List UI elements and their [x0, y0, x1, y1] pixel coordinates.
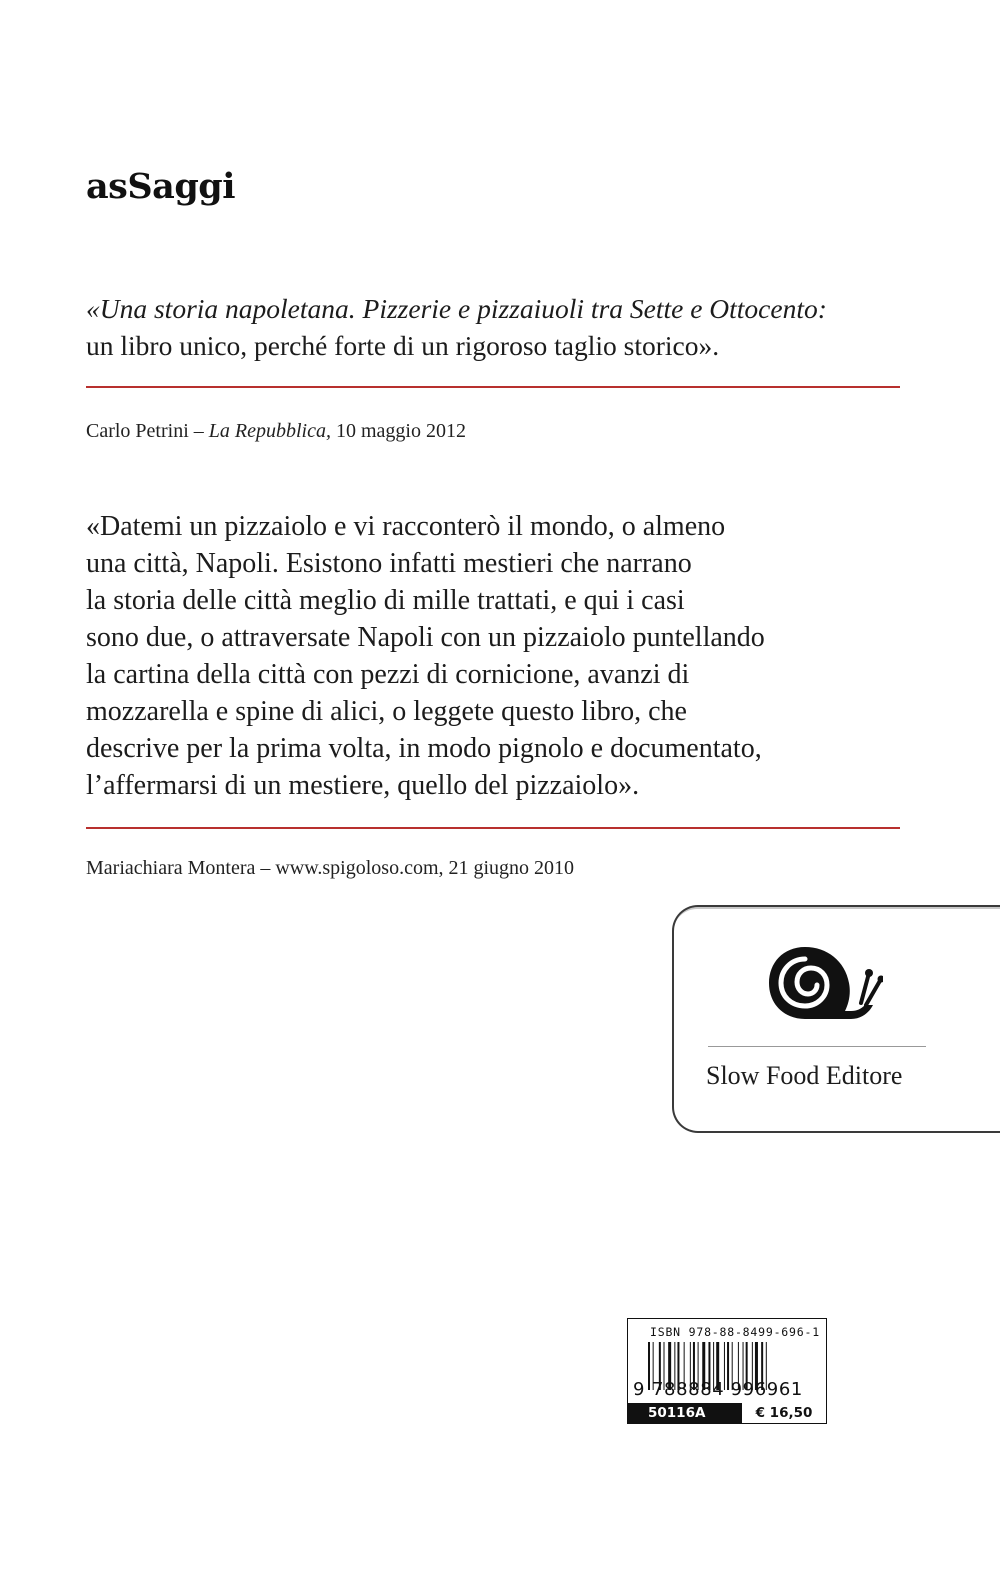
attribution-author: Carlo Petrini –	[86, 420, 204, 442]
quote-line: una città, Napoli. Esistono infatti mestieri che narrano	[86, 548, 692, 579]
review-attribution-1	[86, 420, 466, 443]
review-quote-1-roman: un libro unico, perché forte di un rigoroso taglio storico».	[86, 330, 720, 361]
publisher-divider	[708, 1046, 926, 1047]
review-quote-1	[86, 290, 946, 364]
quote-line: descrive per la prima volta, in modo pignolo e documentato,	[86, 733, 762, 764]
quote-line: l’affermarsi di un mestiere, quello del pizzaiolo».	[86, 770, 640, 801]
snail-icon	[765, 943, 883, 1029]
quote-line: la storia delle città meglio di mille trattati, e qui i casi	[86, 585, 685, 616]
red-divider	[86, 386, 900, 388]
attribution-source: La Repubblica,	[208, 420, 331, 442]
quote-line: la cartina della città con pezzi di cornicione, avanzi di	[86, 659, 690, 690]
review-attribution-2: Mariachiara Montera – www.spigoloso.com, 21 giugno 2010	[86, 857, 575, 879]
quote-line: sono due, o attraversate Napoli con un pizzaiolo puntellando	[86, 622, 765, 653]
product-code: 50116A	[628, 1403, 741, 1423]
review-quote-1-italic: «Una storia napoletana. Pizzerie e pizzaiuoli tra Sette e Ottocento:	[86, 293, 827, 324]
attribution-date: 10 maggio 2012	[335, 420, 466, 442]
series-title: asSaggi	[86, 166, 236, 207]
ean-first-digit: 9	[633, 1379, 645, 1400]
quote-line: mozzarella e spine di alici, o leggete questo libro, che	[86, 696, 687, 727]
red-divider	[86, 827, 900, 829]
review-quote-2	[86, 508, 966, 804]
ean-digits: 788884 996961	[652, 1379, 803, 1400]
quote-line: «Datemi un pizzaiolo e vi racconterò il mondo, o almeno	[86, 511, 726, 542]
publisher-name: Slow Food Editore	[706, 1061, 903, 1090]
price: € 16,50	[741, 1403, 826, 1423]
isbn-number: ISBN 978-88-8499-696-1	[650, 1325, 820, 1339]
